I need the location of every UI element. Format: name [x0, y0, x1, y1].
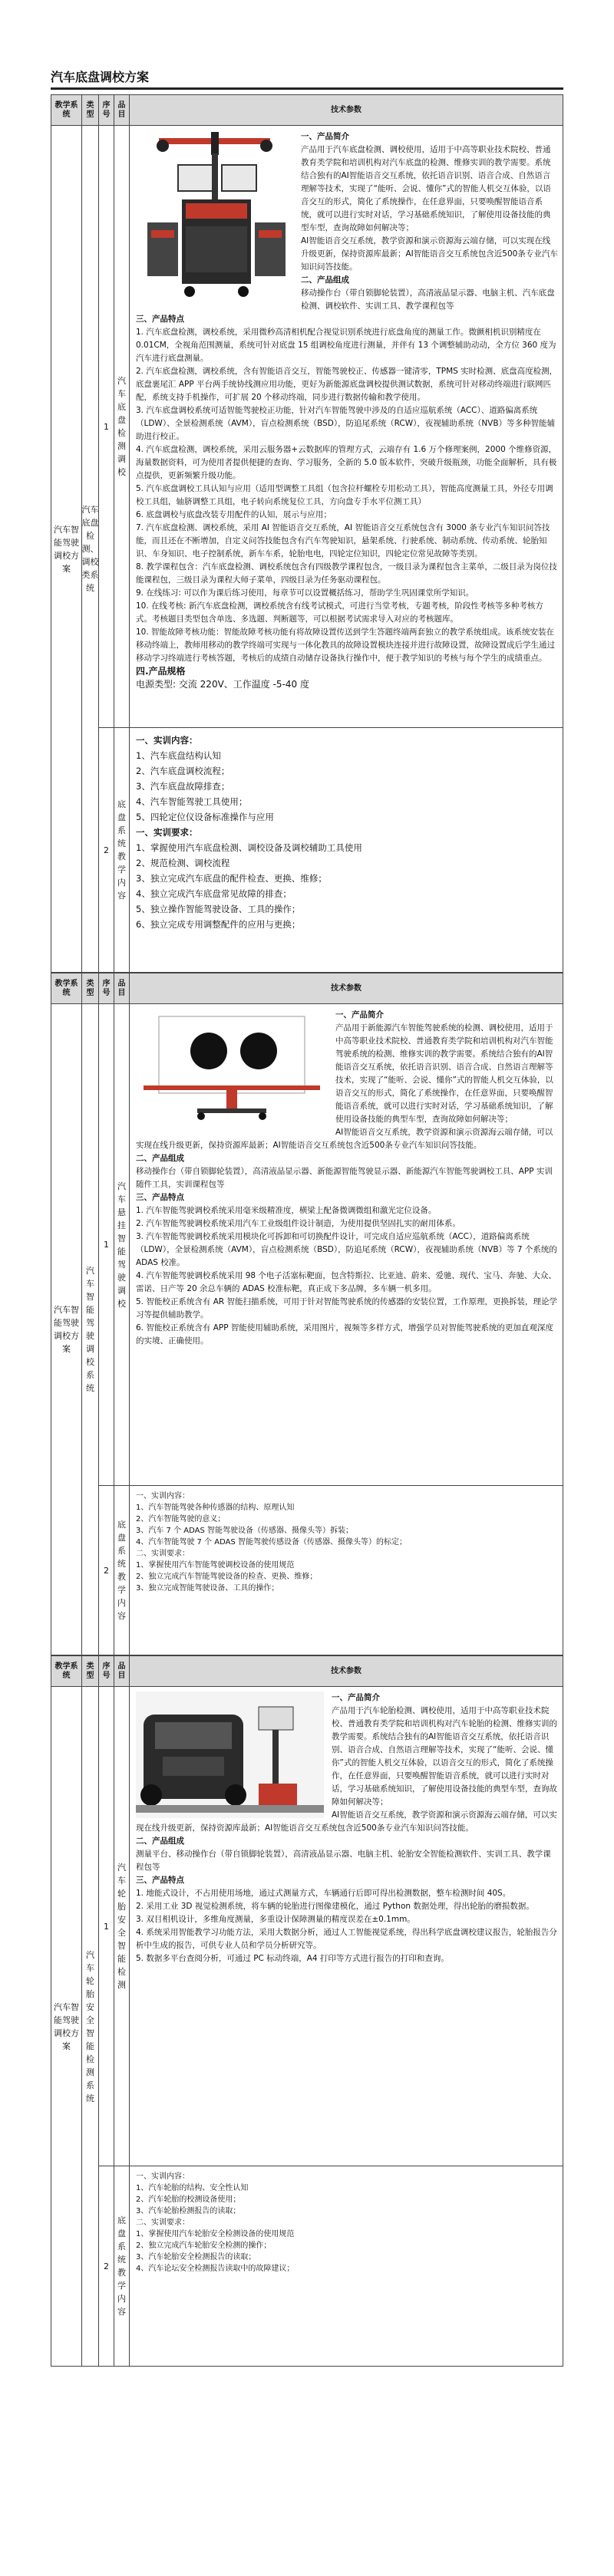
seq-cell: 2 [99, 728, 114, 972]
param-line: 1. 地能式设计，不占用使用场地，通过式测量方式，车辆通行后即可得出检测数据，整车检测时间 40S。 [136, 1889, 511, 1898]
param-line: 7. 汽车底盘检测、调校系统，采用 AI 智能语音交互系统，AI 智能语音交互系统包含有 3000 条专业汽车知识问答技能，而且还在不断增加，自定义问答技能包含有汽车驾驶知识，悬架系统、行驶系统、制动系统、传动系统、轮胎知识、车身知识、电子控制系统，新车车系，轮胎电电，四轮定位知识，四轮定位常见故障等类别。 [136, 523, 550, 558]
params-cell [130, 1687, 563, 2166]
header-seq: 序号 [99, 1656, 114, 1686]
param-line: 1、掌握使用汽车底盘检测、调校设备及调校辅助工具使用 [136, 842, 362, 853]
param-line: 1、掌握使用汽车智能驾驶调校设备的使用规范 [136, 1561, 295, 1570]
param-line: 5、独立操作智能驾驶设备、工具的操作； [136, 904, 301, 914]
table-header [51, 95, 563, 126]
param-line: 移动操作台（带自锁脚轮装置），高清液晶显示器、电脑主机、汽车底盘检测、调校软件、实训工具、教学课程包等 [301, 288, 555, 311]
param-line: 2、汽车轮胎的校测设备使用； [136, 2196, 241, 2204]
param-line: 6. 智能校正系统含有 APP 智能使用辅助系统，采用图片，视频等多样方式，增强学员对智能驾驶系统的更加直观深度的实境、正确使用。 [136, 1323, 553, 1346]
param-line: 8. 教学课程包含：汽车底盘检测、调校系统包含有四级教学课程包含，一级目录为课程包含主菜单，二级目录为岗位技能课程包，三级目录为课程大师子菜单，四级目录为任务驱动课程包。 [136, 562, 557, 585]
params-cell [130, 2166, 563, 2366]
param-line: 2、汽车底盘调校流程； [136, 766, 230, 776]
param-line: 二、实训要求： [136, 1550, 190, 1558]
param-line: 2、独立完成汽车智能驾驶设备的检查、更换、维修； [136, 1573, 318, 1581]
param-line: 4. 系统采用智能教学习功能方法，采用大数据分析，通过人工智能视觉系统，得出科学底盘调校建议报告，轮胎报告分析中生成的报告，可供专业人员和学员分析研究等。 [136, 1928, 557, 1950]
header-params: 技术参数 [331, 105, 361, 114]
param-line: 3、独立完成智能驾驶设备、工具的操作； [136, 1584, 279, 1593]
table-chassis [51, 94, 563, 973]
param-line: 2. 汽车底盘检测，调校系统，含有智能语音交互，智能驾驶校正、传感器一键清零，TPMS 实时检测、底盘高度检测，底盘裹尾汇 APP 平台两手统协线测应用功能，更好为新能源底盘调校提供测试数据，系统可针对移动终端进行联网匹配，系统支持手机操作，可扩展 20 个移动终端，同步进行数据传输和教学使用。 [136, 367, 558, 402]
header-system: 教学系统 [51, 95, 82, 125]
param-line: 3、汽车底盘故障排查； [136, 781, 230, 792]
param-line: 三、产品特点 [136, 1876, 184, 1885]
param-line: 4、汽车智能驾驶工具使用； [136, 796, 248, 807]
params-cell [130, 126, 563, 727]
table-header [51, 973, 563, 1004]
document-title: 汽车底盘调校方案 [51, 70, 150, 84]
param-line: 9. 在线练习: 可以作为课后练习使用，每章节可以设置概括练习，帮助学生巩固课堂所学知识。 [136, 588, 474, 598]
param-line: 一、实训内容： [136, 2172, 190, 2181]
adas-calibration-frame-image [136, 1009, 328, 1124]
param-line: 4、汽车论坛安全检测报告读取中的故障建议； [136, 2265, 295, 2273]
param-line: 3、汽车 7 个 ADAS 智能驾驶设备（传感器、摄像头等）拆装； [136, 1527, 353, 1535]
param-line: 1、汽车智能驾驶各种传感器的结构、原理认知 [136, 1504, 295, 1512]
param-line: 移动操作台（带自锁脚轮装置），高清液晶显示器、新能源智能驾驶显示器、新能源汽车智能驾驶调校工具、APP 实训随件工具，实训课程包等 [136, 1167, 553, 1189]
param-line: 5. 汽车底盘调校工具认知与应用（适用型调整工具组（包含拉杆螺栓专用松动工具），智能高度测量工具，外径专用调校工具组，轴脐调整工具组，电子转向系统复位工具，方向盘专手水平位测工具） [136, 484, 553, 506]
seq-cell: 1 [99, 1687, 114, 2166]
param-line: 电源类型: 交流 220V、工作温度 -5-40 度 [136, 679, 309, 690]
table-adas [51, 973, 563, 1655]
table-row [99, 728, 563, 972]
param-line: 2、规范检测、调校流程 [136, 858, 230, 868]
param-line: 三、产品特点 [136, 315, 184, 324]
param-line: 二、产品组成 [136, 1836, 184, 1846]
param-line: 二、产品组成 [136, 1154, 184, 1163]
param-line: 产品用于汽车轮胎检测、调校使用，适用于中高等职业技术院校、普通教育类学院和培训机构对汽车轮胎的检测、维修实训的教学需要。系统结合独有的AI智能语音交互系统，依托语音识别、语音合成、自然语言理解等技术，实现了“能听、会说、懂你”式的智能人机交互体验，以语音交互的形式，简化了系统操作，在任意界面，只要唤醒智能语音系统，就可以进行实时对话，学习基础系统知识，了解使用设备技能的典型车型，查询故障如何解决等； [332, 1706, 557, 1807]
param-line: 5. 数据多平台查阅分析，可通过 PC 标动终端，A4 打印等方式进行报告的打印和查询。 [136, 1954, 449, 1963]
param-line: 2、汽车智能驾驶的意义； [136, 1515, 226, 1524]
item-cell: 汽车底盘检测调校 [114, 126, 130, 727]
param-line: 4、独立完成汽车底盘常见故障的排查； [136, 888, 292, 899]
table-body [51, 1687, 563, 2366]
param-line: 产品用于新能源汽车智能驾驶系统的检测、调校使用，适用于中高等职业技术院校、普通教育类学院和培训机构对汽车智能驾驶系统的检测、维修实训的教学需要。系统结合独有的AI智能语音交互系统，依托语音识别、语音合成、自然语言理解等技术，实现了“能听、会说、懂你”式的智能人机交互体验，以语音交互的形式，简化了系统操作，在任意界面，只要唤醒智能语音系统，就可以进行实时对话，学习基础系统知识，了解使用设备技能的典型车型，查询故障如何解决等； [335, 1023, 553, 1124]
param-line: 4. 汽车智能驾驶调校系统采用 98 个电子活塞标靶面，包含特斯拉、比亚迪、蔚来、爱驰、现代、宝马、奔驰、大众、雷诺、日产等 20 余总车辆的 ADAS 校准标靶，真正成下多品牌，多车辆一机多用。 [136, 1271, 556, 1293]
header-item: 品目 [114, 973, 130, 1003]
param-line: 2. 采用工业 3D 视觉检测系统，将车辆的轮胎进行图像建模化，通过 Python 数据处理，得出轮胎的磨损数据。 [136, 1902, 534, 1911]
param-line: 1、汽车轮胎的结构、安全性认知 [136, 2184, 249, 2192]
title-rule [51, 87, 563, 90]
param-line: 3、汽车轮胎安全检测报告的读取； [136, 2253, 256, 2261]
param-line: 3. 双目相机设计，多维角度测量，多重设计保障测量的精度误差在±0.1mm。 [136, 1915, 415, 1924]
table-row [99, 2166, 563, 2366]
header-system: 教学系统 [51, 1656, 82, 1686]
item-cell: 汽车悬挂智能驾驶调校 [114, 1004, 130, 1485]
header-params: 技术参数 [331, 1666, 361, 1675]
system-cell: 汽车智能驾驶调校方案 [51, 1687, 82, 2366]
param-line: 5. 智能校正系统含有 AR 智能扫描系统，可用于针对智能驾驶系统的传感器的安装位置，工作原理，更换拆装，理论学习等提供辅助教学。 [136, 1297, 558, 1319]
param-line: 三、产品特点 [136, 1193, 184, 1202]
type-cell: 汽车轮胎安全智能检测系统 [82, 1687, 99, 2366]
param-line: 1. 汽车底盘检测，调校系统，采用微秒高清相机配合视觉识别系统进行底盘角度的测量工作。微颤相机识别精度在 0.01CM，全视角范围测量，系统可针对底盘 15 组调校角度进行测量，并伴有 13 个调整辅助动动，全方位 360 度为汽车进行底盘测量。 [136, 328, 556, 363]
param-line: 一、产品简介 [335, 1010, 384, 1020]
param-line: 3. 汽车智能驾驶调校系统采用模块化可拆卸和可切换配件设计，可完成自适应巡航系统（ACC），道路偏离系统（LDW），全景检测系统（AVM），盲点检测系统（BSD），防追尾系统（RCW），夜视辅助系统（NVB）等 7 个系统的 ADAS 校准。 [136, 1232, 557, 1267]
system-cell: 汽车智能驾驶调校方案 [51, 1004, 82, 1655]
param-line: 3、独立完成汽车底盘的配件检查、更换、维修； [136, 873, 327, 884]
table-body [51, 1004, 563, 1655]
seq-cell: 2 [99, 2166, 114, 2366]
param-line: AI智能语音交互系统，教学资源和演示资源海云端存储，可以实现在线升级更新，保持资源库最新；AI智能语音交互系统包含近500条专业汽车知识问答技能。 [301, 236, 558, 272]
param-line: 一、实训内容： [136, 1492, 190, 1500]
param-line: 3、汽车轮胎检测报告的读取； [136, 2207, 241, 2215]
param-line: 1、汽车底盘结构认知 [136, 750, 221, 761]
param-line: 10. 在线考核: 新汽车底盘检测，调校系统含有线考试模式，可进行当堂考核，专题考核，阶段性考核等多种考核方式。考核题目类型包含单选、多选题、判断题等，可以根据考试需求导入对应的考核题库。 [136, 601, 543, 624]
item-cell: 底盘系统教学内容 [114, 728, 130, 972]
param-line: 1、掌握使用汽车轮胎安全检测设备的使用规范 [136, 2230, 295, 2238]
header-type: 类型 [82, 1656, 99, 1686]
seq-cell: 1 [99, 126, 114, 727]
params-cell [130, 1004, 563, 1485]
type-cell: 汽车底盘检测、调校类系统 [82, 126, 99, 972]
header-item: 品目 [114, 95, 130, 125]
header-item: 品目 [114, 1656, 130, 1686]
table-row [99, 1687, 563, 2166]
param-line: 10. 智能故障考核功能：智能故障考核功能有将故障设置传送到学生答题终端两套独立的教学系统组成。该系统安装在移动终端上，教师用移动的教学终端可实现与一体化教具的故障设置模块连接并进行故障设置，故障设置成后学生通过移动学习终端进行考核答题，考核后的成绩自动储存设备执行操作中，便于教学知识的考核与每个学生的成绩重点。 [136, 628, 555, 663]
tire-inspection-system-image [136, 1692, 324, 1818]
param-line: 1. 汽车智能驾驶调校系统采用毫米级精准度，横梁上配备微调微组和激光定位设备。 [136, 1206, 437, 1215]
table-row [99, 1004, 563, 1486]
param-line: 二、实训要求： [136, 2219, 190, 2227]
header-system: 教学系统 [51, 973, 82, 1003]
param-line: 一、产品简介 [301, 132, 349, 141]
table-tire [51, 1655, 563, 2367]
param-line: 一、实训内容： [136, 735, 198, 746]
param-line: 测量平台、移动操作台（带自锁脚轮装置），高清液晶显示器、电脑主机、轮胎安全智能检测软件、实训工具、教学课程包等 [136, 1850, 551, 1872]
param-line: 二、产品组成 [301, 275, 349, 285]
table-row [99, 1486, 563, 1655]
param-line: 2、独立完成汽车轮胎安全检测的操作； [136, 2242, 272, 2250]
param-line: 4、汽车智能驾驶 7 个 ADAS 智能驾驶传感设备（传感器、摄像头等）的标定； [136, 1538, 407, 1547]
header-seq: 序号 [99, 95, 114, 125]
param-line: 一、产品简介 [332, 1693, 380, 1702]
header-seq: 序号 [99, 973, 114, 1003]
param-line: 2. 汽车智能驾驶调校系统采用汽车工业级组件设计制造，为使用提供坚固扎实的耐用体系。 [136, 1219, 460, 1228]
item-cell: 汽车轮胎安全智能检测 [114, 1687, 130, 2166]
header-type: 类型 [82, 95, 99, 125]
table-header [51, 1656, 563, 1687]
param-line: 6. 底盘调校与底盘改装专用配件的认知，展示与应用； [136, 510, 332, 519]
table-row [99, 126, 563, 728]
params-cell [130, 1486, 563, 1655]
header-type: 类型 [82, 973, 99, 1003]
param-line: 5、四轮定位仪设备标准操作与应用 [136, 812, 274, 822]
header-params: 技术参数 [331, 983, 361, 993]
param-line: 四.产品规格 [136, 666, 186, 677]
param-line: 6、独立完成专用调整配件的应用与更换； [136, 919, 301, 930]
param-line: 产品用于汽车底盘检测、调校使用，适用于中高等职业技术院校、普通教育类学院和培训机构对汽车底盘的检测、维修实训的教学需要。系统结合独有的AI智能语音交互系统，依托语音识别、语音合成、自然语言理解等技术，实现了“能听、会说、懂你”式的智能人机交互体验，以语音交互的形式，简化了系统操作，在任意界面，只要唤醒智能语音系统，就可以进行实时对话，学习基础系统知识，了解使用设备技能的典型车型，查询故障如何解决等； [301, 145, 551, 232]
param-line: AI智能语音交互系统，教学资源和演示资源海云端存储，可以实现在线升级更新，保持资源库最新；AI智能语音交互系统包含近500条专业汽车知识问答技能。 [136, 1128, 553, 1150]
params-cell [130, 728, 563, 972]
chassis-alignment-machine-image [136, 130, 293, 307]
param-line: AI智能语音交互系统，教学资源和演示资源海云端存储，可以实现在线升级更新，保持资源库最新；AI智能语音交互系统包含近500条专业汽车知识问答技能。 [136, 1810, 557, 1833]
param-line: 4. 汽车底盘检测，调校系统，采用云服务器+云数据库的管理方式，云端存有 1.6 万个修理案例，2000 个维修资源，海量数据资料，可为使用者提供便捷的查询、学习服务，全新的 5.0 版本软件，突破升级瓶颈，功能全面解析，具有极点提供，更新频繁升级功能。 [136, 445, 557, 480]
seq-cell: 1 [99, 1004, 114, 1485]
param-line: 3. 汽车底盘调校系统可适智能驾驶校正功能，针对汽车智能驾驶中涉及的自适应巡航系统（ACC）、道路偏离系统（LDW）、全景检测系统（AVM），盲点检测系统（BSD），防追尾系统（RCW），夜视辅助系统（NVB）等多种智能辅助进行校正。 [136, 406, 556, 441]
item-cell: 底盘系统教学内容 [114, 2166, 130, 2366]
item-cell: 底盘系统教学内容 [114, 1486, 130, 1655]
table-body [51, 126, 563, 972]
system-cell: 汽车智能驾驶调校方案 [51, 126, 82, 972]
param-line: 一、实训要求： [136, 827, 198, 838]
type-cell: 汽车智能驾驶调校系统 [82, 1004, 99, 1655]
seq-cell: 2 [99, 1486, 114, 1655]
